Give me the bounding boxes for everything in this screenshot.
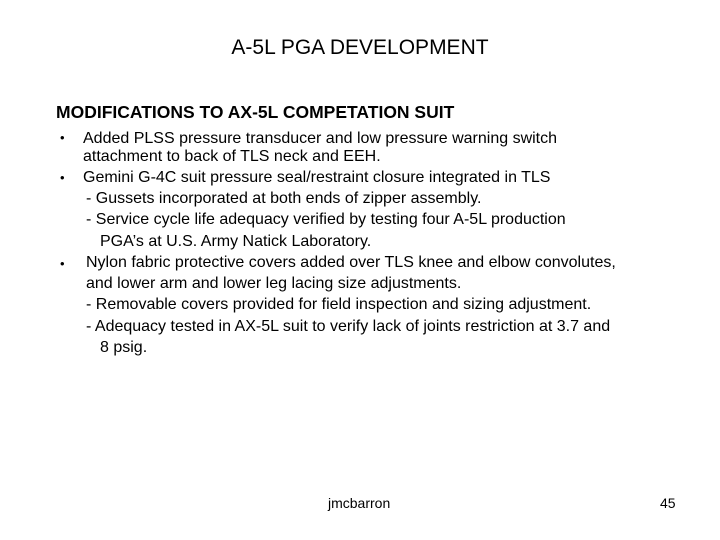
bullet-3-line-2: and lower arm and lower leg lacing size adjustments. bbox=[86, 275, 462, 292]
footer-page-number: 45 bbox=[660, 495, 676, 511]
bullet-1-line-2: attachment to back of TLS neck and EEH. bbox=[83, 148, 381, 165]
bullet-dot: • bbox=[60, 256, 65, 271]
bullet-3-line-1: Nylon fabric protective covers added over TLS knee and elbow convolutes, bbox=[86, 254, 616, 271]
footer-author: jmcbarron bbox=[328, 495, 391, 511]
section-heading: MODIFICATIONS TO AX-5L COMPETATION SUIT bbox=[56, 102, 455, 122]
bullet-dot: • bbox=[60, 130, 65, 145]
bullet-3-line-5: 8 psig. bbox=[100, 339, 148, 356]
bullet-2-line-1: Gemini G-4C suit pressure seal/restraint closure integrated in TLS bbox=[83, 169, 551, 186]
slide-title: A-5L PGA DEVELOPMENT bbox=[231, 36, 489, 59]
bullet-2-line-2: - Gussets incorporated at both ends of zipper assembly. bbox=[86, 190, 482, 207]
bullet-1-line-1: Added PLSS pressure transducer and low pressure warning switch bbox=[83, 130, 558, 147]
bullet-2-line-4: PGA’s at U.S. Army Natick Laboratory. bbox=[100, 233, 372, 250]
bullet-dot: • bbox=[60, 170, 65, 185]
bullet-3-line-3: - Removable covers provided for field inspection and sizing adjustment. bbox=[86, 296, 592, 313]
bullet-3-line-4: - Adequacy tested in AX-5L suit to verify lack of joints restriction at 3.7 and bbox=[86, 318, 611, 335]
bullet-2-line-3: - Service cycle life adequacy verified by testing four A-5L production bbox=[86, 211, 566, 228]
